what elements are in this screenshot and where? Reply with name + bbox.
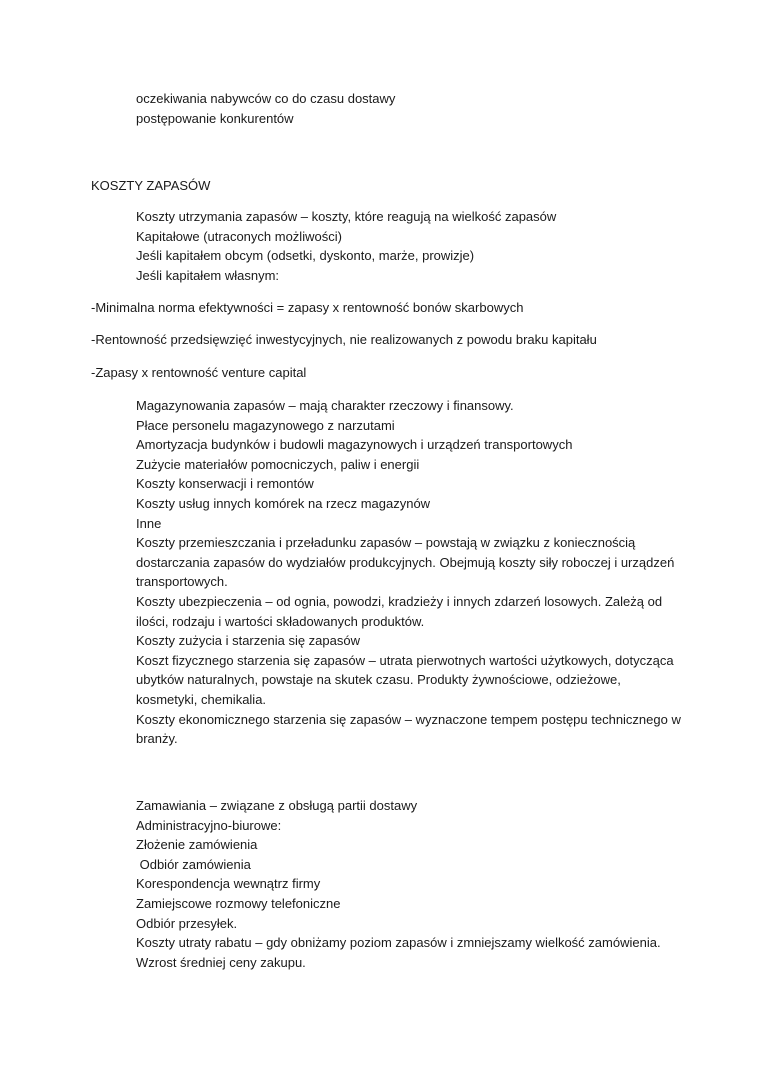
list-item: kosmetyki, chemikalia. xyxy=(136,691,267,707)
equity-item-2 xyxy=(91,330,711,350)
equity-item-3 xyxy=(91,363,711,383)
list-item: oczekiwania nabywców co do czasu dostawy xyxy=(136,91,396,106)
list-item: Koszty konserwacji i remontów xyxy=(136,476,314,492)
holding-costs-list xyxy=(136,207,696,285)
list-item: Inne xyxy=(136,515,162,531)
list-item: Koszty ubezpieczenia – od ognia, powodzi, kradzieży i innych zdarzeń losowych. Zależą od xyxy=(136,593,663,609)
list-item: Płace personelu magazynowego z narzutami xyxy=(136,417,395,433)
top-list xyxy=(136,89,696,128)
list-item: ilości, rodzaju i wartości składowanych produktów. xyxy=(136,613,425,629)
list-item: Koszty przemieszczania i przeładunku zapasów – powstają w związku z koniecznością xyxy=(136,535,636,551)
ordering-costs-list xyxy=(136,796,696,972)
list-item: Korespondencja wewnątrz firmy xyxy=(136,876,321,892)
list-item: Zamawiania – związane z obsługą partii dostawy xyxy=(136,798,418,813)
list-item: Koszty utraty rabatu – gdy obniżamy poziom zapasów i zmniejszamy wielkość zamówienia. xyxy=(136,935,661,951)
list-item: Magazynowania zapasów – mają charakter rzeczowy i finansowy. xyxy=(136,398,514,413)
list-item: Koszty utrzymania zapasów – koszty, które reagują na wielkość zapasów xyxy=(136,209,557,224)
list-item: Złożenie zamówienia xyxy=(136,837,258,853)
list-item: ubytków naturalnych, powstaje na skutek czasu. Produkty żywnościowe, odzieżowe, xyxy=(136,672,621,688)
list-item: Kapitałowe (utraconych możliwości) xyxy=(136,228,342,244)
list-item: Jeśli kapitałem własnym: xyxy=(136,267,280,283)
section-heading: KOSZTY ZAPASÓW xyxy=(91,178,211,193)
list-item: Koszty zużycia i starzenia się zapasów xyxy=(136,633,360,649)
list-item: Odbiór przesyłek. xyxy=(136,915,238,931)
list-item: Koszt fizycznego starzenia się zapasów – utrata pierwotnych wartości użytkowych, dotycząca xyxy=(136,652,674,668)
list-item: Administracyjno-biurowe: xyxy=(136,817,282,833)
list-item: postępowanie konkurentów xyxy=(136,110,294,126)
section-heading-block xyxy=(91,176,711,196)
list-item: Jeśli kapitałem obcym (odsetki, dyskonto, marże, prowizje) xyxy=(136,248,475,264)
list-item: transportowych. xyxy=(136,574,228,590)
list-item: dostarczania zapasów do wydziałów produkcyjnych. Obejmują koszty siły roboczej i urządzeń xyxy=(136,554,675,570)
equity-item-1 xyxy=(91,298,711,318)
list-item: branży. xyxy=(136,731,178,747)
paragraph: -Minimalna norma efektywności = zapasy x rentowność bonów skarbowych xyxy=(91,300,524,315)
list-item: Odbiór zamówienia xyxy=(136,856,251,872)
storage-costs-list xyxy=(136,396,696,749)
list-item: Zużycie materiałów pomocniczych, paliw i energii xyxy=(136,456,420,472)
list-item: Wzrost średniej ceny zakupu. xyxy=(136,954,306,970)
paragraph: -Zapasy x rentowność venture capital xyxy=(91,365,307,380)
list-item: Zamiejscowe rozmowy telefoniczne xyxy=(136,895,341,911)
paragraph: -Rentowność przedsięwzięć inwestycyjnych, nie realizowanych z powodu braku kapitału xyxy=(91,332,597,347)
list-item: Koszty ekonomicznego starzenia się zapasów – wyznaczone tempem postępu technicznego w xyxy=(136,711,681,727)
list-item: Koszty usług innych komórek na rzecz magazynów xyxy=(136,495,431,511)
list-item: Amortyzacja budynków i budowli magazynowych i urządzeń transportowych xyxy=(136,437,573,453)
